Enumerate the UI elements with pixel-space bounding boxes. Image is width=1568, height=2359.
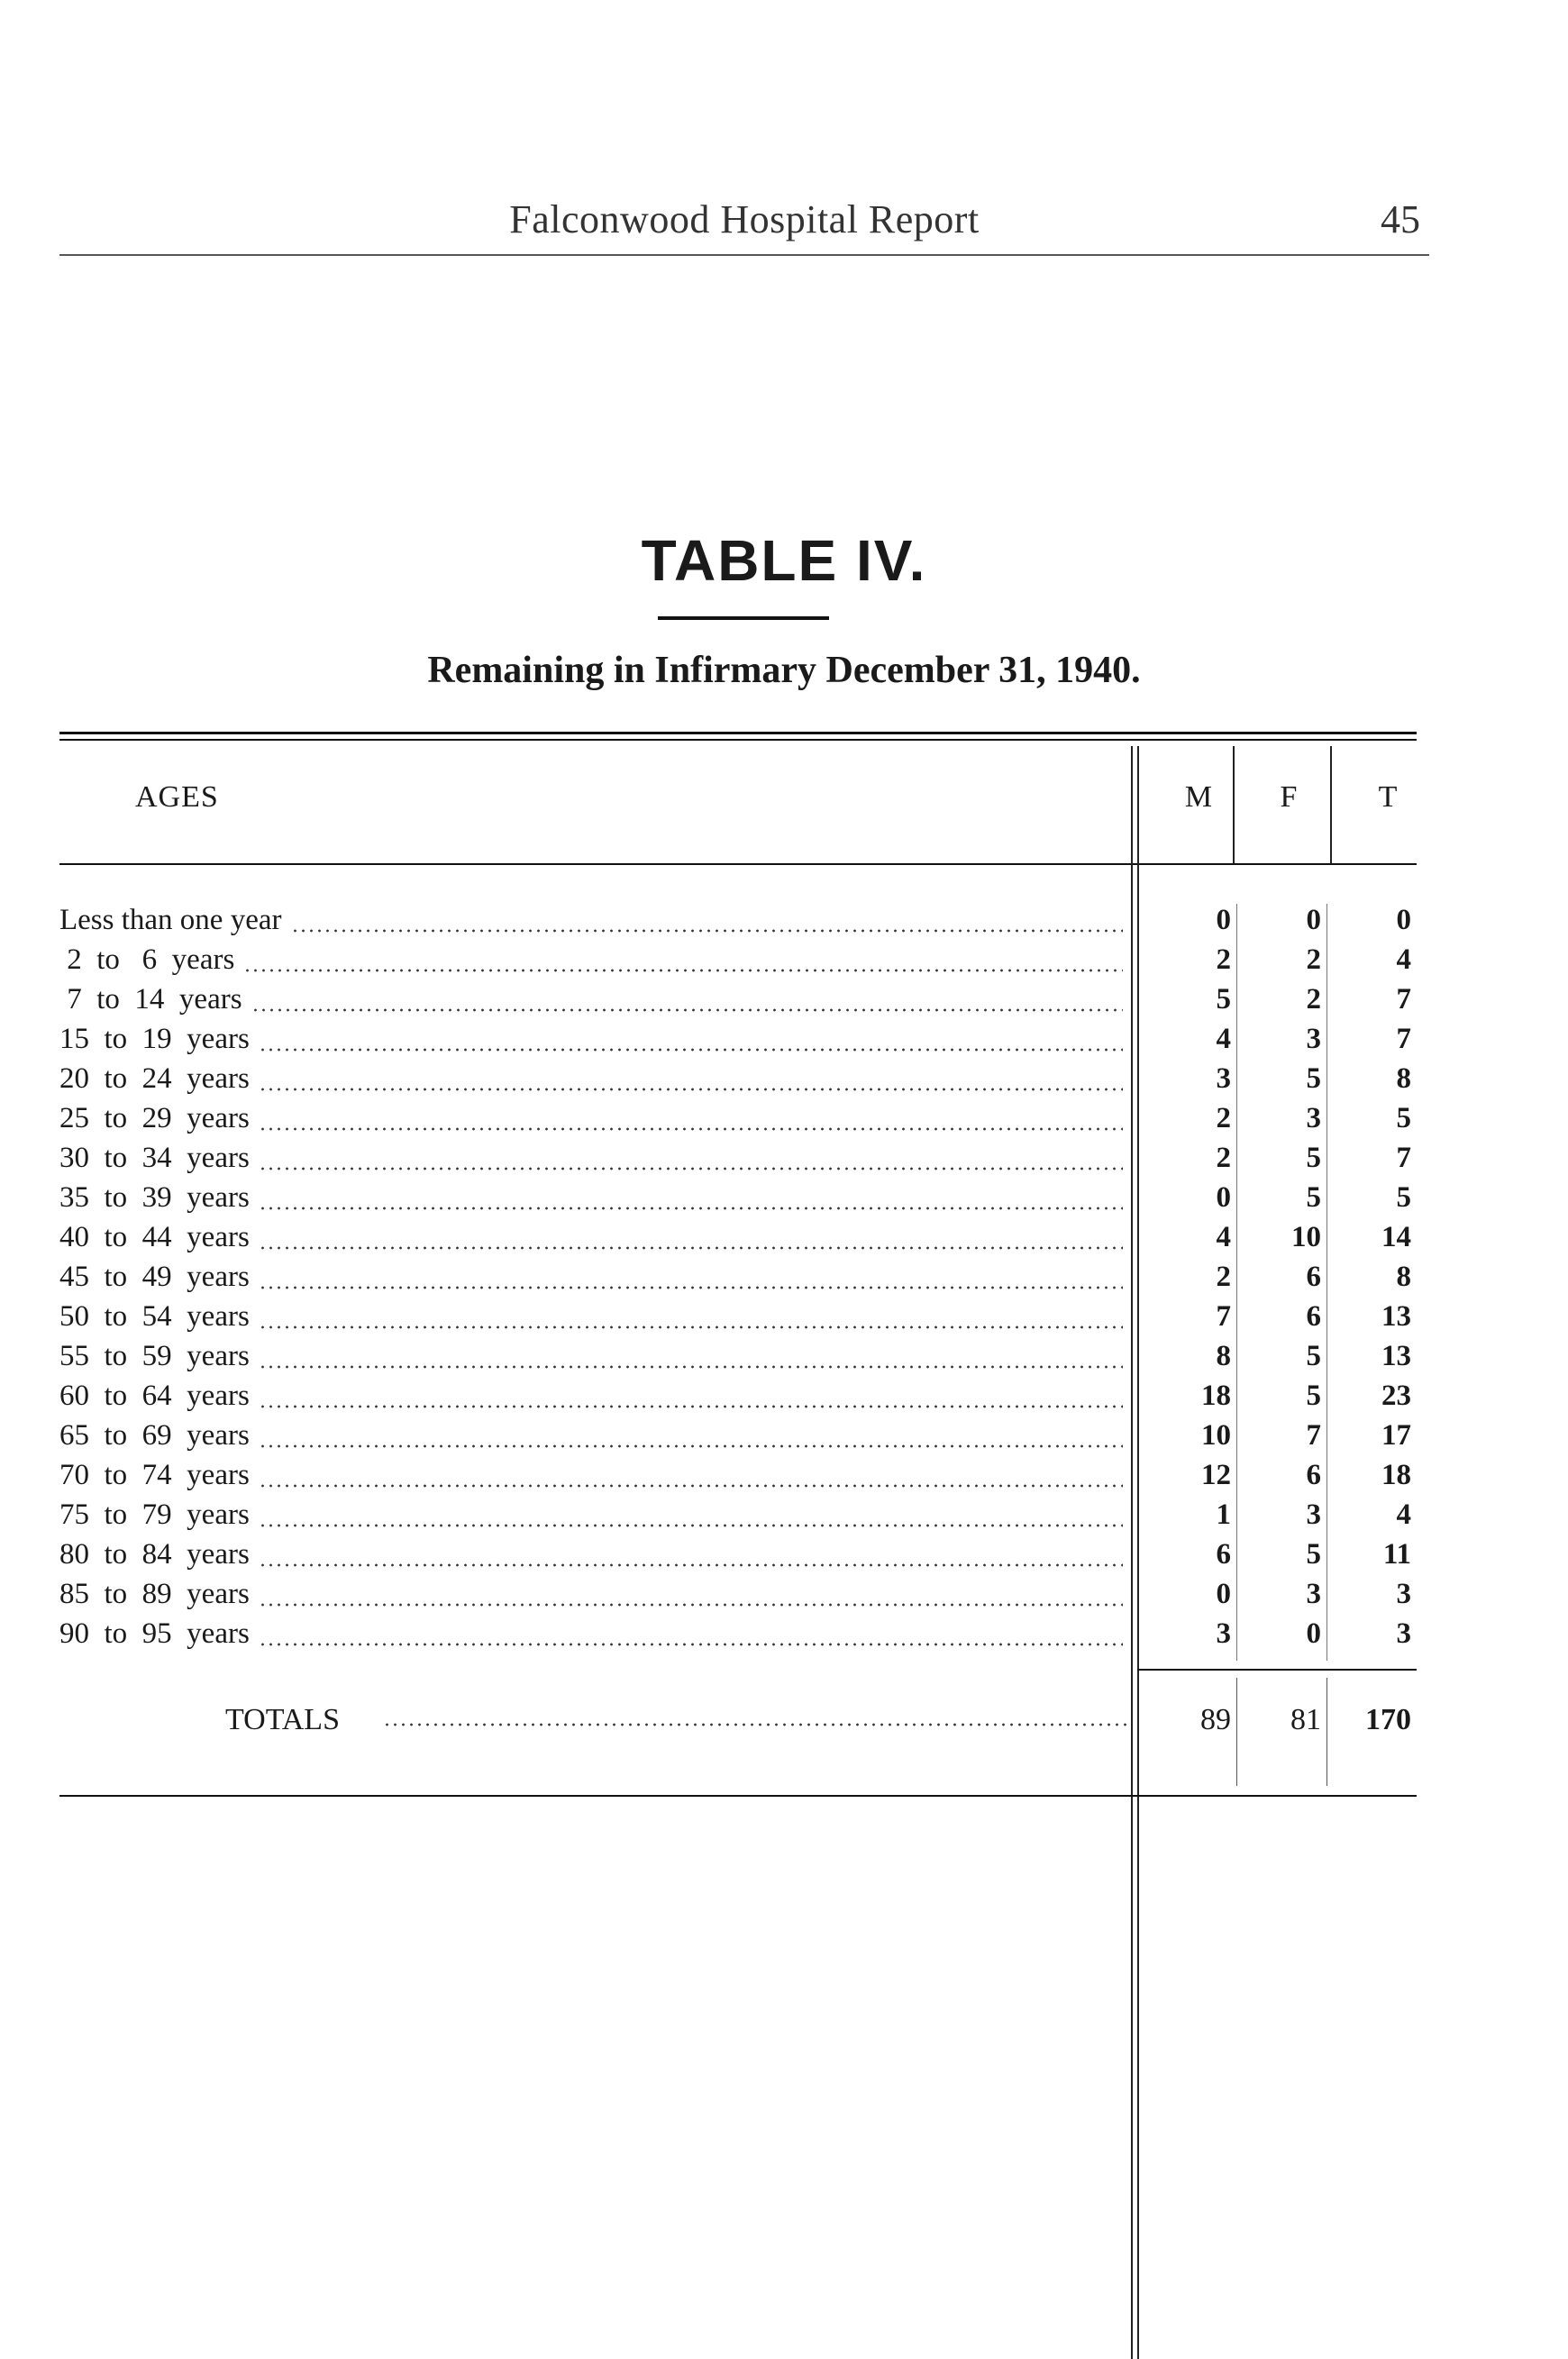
f-t-separator-totals — [1326, 1678, 1327, 1786]
dot-leader — [259, 1205, 1123, 1212]
cell-t: 5 — [1396, 1181, 1411, 1214]
age-label: 25 to 29 years — [59, 1102, 250, 1134]
cell-m: 6 — [1216, 1538, 1231, 1571]
table-subtitle: Remaining in Infirmary December 31, 1940. — [427, 650, 1141, 691]
dot-leader — [259, 1403, 1123, 1410]
cell-f: 5 — [1306, 1181, 1321, 1214]
title-rule — [658, 616, 829, 620]
table-row — [0, 1340, 1568, 1380]
column-header-ages: AGES — [135, 780, 219, 814]
header-bottom-rule — [59, 863, 1417, 865]
cell-m: 3 — [1216, 1617, 1231, 1650]
cell-t: 17 — [1381, 1419, 1411, 1452]
column-header-t: T — [1378, 780, 1398, 814]
total-f: 81 — [1290, 1703, 1321, 1736]
dot-leader — [259, 1125, 1123, 1133]
dot-leader — [259, 1482, 1123, 1489]
cell-f: 2 — [1306, 983, 1321, 1016]
cell-f: 5 — [1306, 1380, 1321, 1412]
m-f-separator-body — [1236, 904, 1237, 1661]
totals-row — [0, 1703, 1568, 1748]
cell-t: 23 — [1381, 1380, 1411, 1412]
cell-m: 2 — [1216, 1102, 1231, 1134]
table-title: TABLE IV. — [641, 528, 927, 593]
cell-f: 5 — [1306, 1340, 1321, 1372]
age-label: 55 to 59 years — [59, 1340, 250, 1372]
cell-m: 7 — [1216, 1300, 1231, 1333]
report-title: Falconwood Hospital Report — [509, 197, 980, 241]
dot-leader — [251, 1006, 1123, 1014]
cell-m: 0 — [1216, 1181, 1231, 1214]
running-head — [59, 196, 1429, 250]
dot-leader — [259, 1284, 1123, 1291]
age-label: 65 to 69 years — [59, 1419, 250, 1452]
table-top-rule-2 — [59, 739, 1417, 741]
table-row — [0, 943, 1568, 983]
dot-leader — [259, 1086, 1123, 1093]
table-row — [0, 1538, 1568, 1578]
m-f-separator-totals — [1236, 1678, 1237, 1786]
f-t-separator — [1330, 746, 1332, 863]
cell-t: 13 — [1381, 1340, 1411, 1372]
table-row — [0, 1459, 1568, 1498]
cell-m: 2 — [1216, 943, 1231, 976]
table-bottom-rule — [59, 1795, 1417, 1797]
cell-t: 0 — [1396, 904, 1411, 936]
cell-t: 7 — [1396, 1142, 1411, 1174]
table-row — [0, 1617, 1568, 1657]
age-label: 45 to 49 years — [59, 1261, 250, 1293]
age-label: 15 to 19 years — [59, 1023, 250, 1055]
age-label: 85 to 89 years — [59, 1578, 250, 1610]
cell-f: 3 — [1306, 1023, 1321, 1055]
cell-m: 18 — [1201, 1380, 1231, 1412]
table-row — [0, 1419, 1568, 1459]
cell-f: 3 — [1306, 1578, 1321, 1610]
cell-t: 3 — [1396, 1617, 1411, 1650]
age-label: 90 to 95 years — [59, 1617, 250, 1650]
m-f-separator — [1233, 746, 1235, 863]
cell-t: 4 — [1396, 1498, 1411, 1531]
dot-leader — [383, 1721, 1126, 1728]
cell-f: 6 — [1306, 1300, 1321, 1333]
age-label: 75 to 79 years — [59, 1498, 250, 1531]
cell-f: 0 — [1306, 904, 1321, 936]
cell-f: 2 — [1306, 943, 1321, 976]
cell-m: 2 — [1216, 1261, 1231, 1293]
cell-f: 3 — [1306, 1102, 1321, 1134]
cell-m: 4 — [1216, 1221, 1231, 1253]
f-t-separator-body — [1326, 904, 1327, 1661]
table-row — [0, 1062, 1568, 1102]
dot-leader — [259, 1046, 1123, 1053]
dot-leader — [259, 1244, 1123, 1252]
age-label: 50 to 54 years — [59, 1300, 250, 1333]
cell-f: 5 — [1306, 1538, 1321, 1571]
age-label: 30 to 34 years — [59, 1142, 250, 1174]
totals-rule — [1137, 1669, 1417, 1671]
age-label: 70 to 74 years — [59, 1459, 250, 1491]
column-header-m: M — [1184, 780, 1213, 814]
dot-leader — [259, 1165, 1123, 1172]
dot-leader — [259, 1443, 1123, 1450]
dot-leader — [259, 1641, 1123, 1648]
age-label: 2 to 6 years — [59, 943, 235, 976]
dot-leader — [259, 1522, 1123, 1529]
cell-f: 7 — [1306, 1419, 1321, 1452]
table-row — [0, 1102, 1568, 1142]
table-row — [0, 1498, 1568, 1538]
cell-t: 18 — [1381, 1459, 1411, 1491]
table-row — [0, 1300, 1568, 1340]
cell-f: 6 — [1306, 1459, 1321, 1491]
table-row — [0, 1380, 1568, 1419]
cell-t: 7 — [1396, 983, 1411, 1016]
table-row — [0, 1181, 1568, 1221]
cell-m: 4 — [1216, 1023, 1231, 1055]
table-row — [0, 1023, 1568, 1062]
cell-m: 8 — [1216, 1340, 1231, 1372]
dot-leader — [259, 1324, 1123, 1331]
dot-leader — [259, 1601, 1123, 1608]
table-row — [0, 983, 1568, 1023]
cell-f: 3 — [1306, 1498, 1321, 1531]
cell-t: 13 — [1381, 1300, 1411, 1333]
cell-f: 6 — [1306, 1261, 1321, 1293]
table-row — [0, 1261, 1568, 1300]
cell-t: 8 — [1396, 1261, 1411, 1293]
age-label: 80 to 84 years — [59, 1538, 250, 1571]
table-row — [0, 1221, 1568, 1261]
table-row — [0, 904, 1568, 943]
age-label: 7 to 14 years — [59, 983, 242, 1016]
cell-t: 4 — [1396, 943, 1411, 976]
table-top-rule — [59, 732, 1417, 734]
age-label: 40 to 44 years — [59, 1221, 250, 1253]
dot-leader — [259, 1562, 1123, 1569]
cell-m: 12 — [1201, 1459, 1231, 1491]
cell-m: 0 — [1216, 904, 1231, 936]
total-m: 89 — [1200, 1703, 1231, 1736]
cell-f: 5 — [1306, 1142, 1321, 1174]
age-label: Less than one year — [59, 904, 282, 936]
cell-t: 11 — [1382, 1538, 1411, 1571]
cell-m: 3 — [1216, 1062, 1231, 1095]
age-label: 35 to 39 years — [59, 1181, 250, 1214]
cell-m: 2 — [1216, 1142, 1231, 1174]
page-number: 45 — [1381, 197, 1420, 241]
age-label: 20 to 24 years — [59, 1062, 250, 1095]
cell-m: 1 — [1216, 1498, 1231, 1531]
cell-f: 10 — [1291, 1221, 1321, 1253]
cell-f: 5 — [1306, 1062, 1321, 1095]
cell-m: 10 — [1201, 1419, 1231, 1452]
dot-leader — [243, 967, 1123, 974]
cell-m: 5 — [1216, 983, 1231, 1016]
table-row — [0, 1578, 1568, 1617]
total-t: 170 — [1365, 1703, 1411, 1736]
header-rule — [59, 254, 1429, 256]
cell-m: 0 — [1216, 1578, 1231, 1610]
age-label: 60 to 64 years — [59, 1380, 250, 1412]
cell-t: 8 — [1396, 1062, 1411, 1095]
dot-leader — [259, 1363, 1123, 1371]
cell-t: 7 — [1396, 1023, 1411, 1055]
cell-t: 14 — [1381, 1221, 1411, 1253]
cell-t: 5 — [1396, 1102, 1411, 1134]
cell-t: 3 — [1396, 1578, 1411, 1610]
dot-leader — [291, 927, 1124, 934]
totals-label: TOTALS — [225, 1703, 340, 1736]
column-header-f: F — [1280, 780, 1298, 814]
cell-f: 0 — [1306, 1617, 1321, 1650]
table-row — [0, 1142, 1568, 1181]
